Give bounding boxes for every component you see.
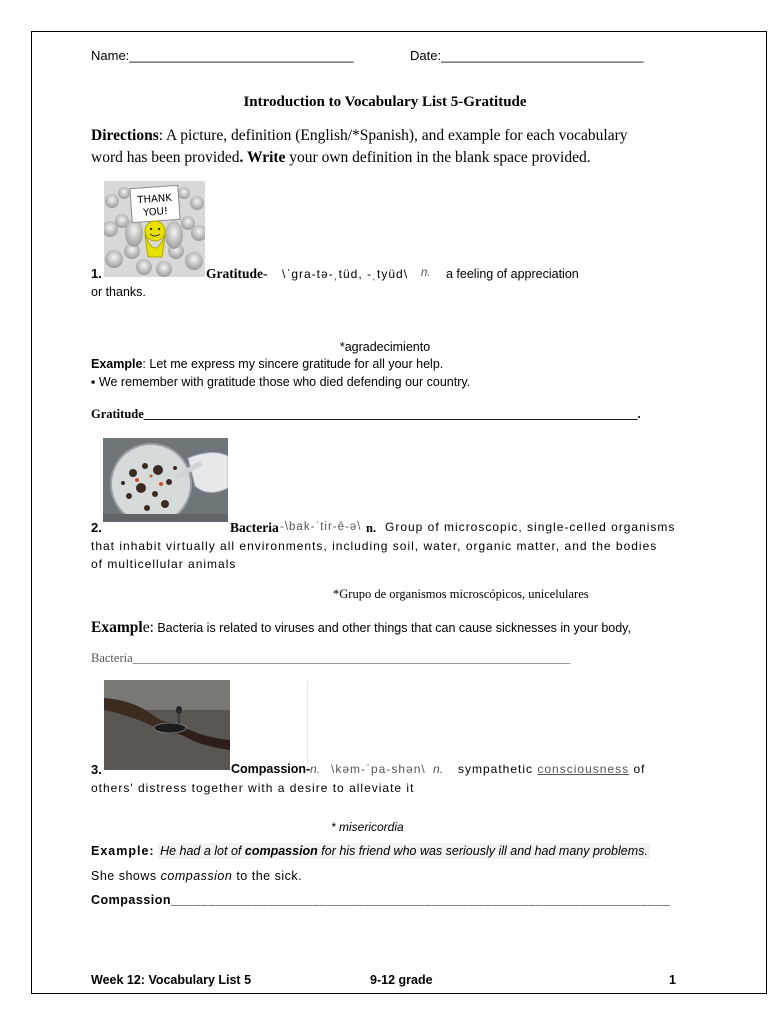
word-3-example-bold: compassion: [244, 844, 318, 858]
footer-grade: 9-12 grade: [370, 973, 433, 987]
word-2-number: 2.: [91, 520, 102, 535]
word-3-term: Compassion-: [231, 762, 311, 776]
word-3-example-a: He had a lot of: [160, 844, 242, 858]
word-1-term: Gratitude-: [206, 266, 268, 281]
directions-line-2: [91, 149, 591, 167]
word-3-number: 3.: [91, 762, 102, 777]
svg-text:YOU!: YOU!: [142, 206, 169, 219]
bacteria-image: [103, 438, 228, 522]
word-3-definition-start: sympathetic: [458, 762, 534, 776]
date-field-label: Date:____________________________: [410, 48, 644, 63]
directions-text-2a: word has been provided: [91, 149, 240, 166]
word-3-definition-end: of: [633, 762, 646, 776]
word-2-pronunciation: -\bak-ˈtir-ē-ə\: [280, 521, 362, 533]
word-2-definition-2: that inhabit virtually all environments, including soil, water, organic matter, and the bodies: [91, 539, 658, 553]
word-2-example: [91, 619, 631, 637]
word-3-example: [91, 844, 650, 858]
directions-label: Directions: [91, 127, 159, 144]
word-1-pronunciation: \ˈgra-tə-ˌtüd, -ˌtyüd\: [282, 267, 409, 281]
consciousness-link[interactable]: consciousness: [537, 762, 630, 776]
word-1-number: 1.: [91, 266, 102, 281]
word-1-line: [91, 266, 102, 281]
directions-write-bold: . Write: [239, 149, 286, 166]
word-3-line: [91, 762, 102, 777]
word-3-example-b: for his friend who was seriously ill and had many problems.: [321, 844, 648, 858]
name-field-label: Name:_______________________________: [91, 48, 354, 63]
word-2-definition-3: of multicellular animals: [91, 557, 237, 571]
word-2-example-label: Exampl: [91, 619, 143, 636]
word-2-term: Bacteria: [230, 520, 279, 535]
word-3-example-2a: She shows: [91, 869, 157, 883]
word-3-write-line: Compassion___________________________________________________________________: [91, 893, 671, 907]
word-3-pos-pre: n.: [310, 762, 321, 776]
word-3-pos: n.: [433, 762, 444, 776]
word-1-example: [91, 357, 443, 371]
word-2-example-colon: e:: [142, 619, 154, 636]
compassion-image: [104, 680, 230, 770]
word-2-pos: n.: [366, 521, 377, 535]
thank-you-sign-text: THANK: [137, 192, 173, 207]
word-3-example-highlight: [158, 843, 650, 859]
word-3-example-2: [91, 869, 302, 883]
word-2-definition: Group of microscopic, single-celled organisms: [385, 520, 676, 534]
directions-text-1: : A picture, definition (English/*Spanish), and example for each vocabulary: [158, 127, 628, 144]
word-1-example-text: : Let me express my sincere gratitude for all your help.: [142, 357, 444, 371]
word-1-spanish: *agradecimiento: [339, 340, 431, 354]
footer-page-number: 1: [669, 973, 676, 987]
word-3-pronunciation: \kəm-ˈpa-shən\: [331, 762, 426, 776]
word-3-example-2b: to the sick.: [236, 869, 303, 883]
word-3-example-2-italic: compassion: [160, 869, 233, 883]
word-1-example-2: ▪ We remember with gratitude those who died defending our country.: [91, 375, 471, 389]
word-3-example-label: Example:: [91, 844, 155, 858]
word-2-spanish: *Grupo de organismos microscópicos, unicelulares: [333, 587, 589, 601]
word-1-definition-cont: or thanks.: [91, 285, 146, 299]
word-2-write-line: Bacteria______________________________________________________________________: [91, 651, 571, 665]
word-3-spanish: * misericordia: [331, 820, 404, 834]
gratitude-image: [104, 181, 205, 277]
word-1-example-label: Example: [91, 357, 143, 371]
word-2-line: [91, 520, 102, 535]
word-1-pos: n.: [421, 267, 431, 279]
word-1-definition: a feeling of appreciation: [446, 267, 579, 281]
word-3-definition-2: others' distress together with a desire to alleviate it: [91, 781, 415, 795]
directions-text-2c: your own definition in the blank space provided.: [285, 149, 591, 166]
page-title: Introduction to Vocabulary List 5-Gratitude: [243, 94, 527, 110]
word-3-definition: [458, 762, 645, 776]
footer-week: Week 12: Vocabulary List 5: [91, 973, 252, 987]
directions-line-1: [91, 127, 627, 145]
word-2-example-text: Bacteria is related to viruses and other things that can cause sicknesses in your body,: [153, 621, 631, 635]
word-1-write-line: Gratitude_______________________________________________________________________________.: [91, 407, 641, 421]
